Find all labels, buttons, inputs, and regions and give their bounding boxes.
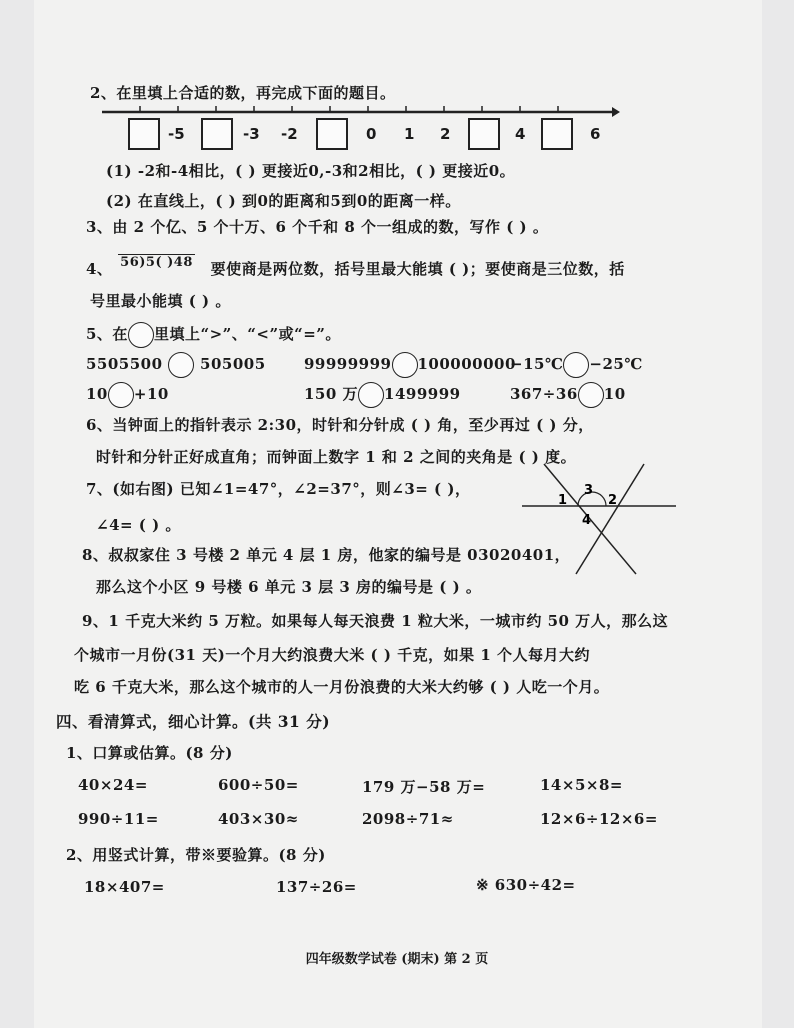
q4-line2: 号里最小能填 ( ) 。 [90, 292, 231, 310]
q4-number: 4、 [86, 260, 113, 278]
compare-circle[interactable] [578, 382, 604, 408]
mental-calc-item: 600÷50= [218, 776, 299, 794]
q2-title: 2、在里填上合适的数，再完成下面的题目。 [90, 84, 396, 102]
compare-right: 505005 [200, 355, 266, 373]
q2-sub2: (2) 在直线上，( ) 到0的距离和5到0的距离一样。 [106, 192, 461, 210]
tick-label: 2 [440, 125, 451, 143]
compare-left: 10 [86, 385, 108, 403]
q9-line3: 吃 6 千克大米，那么这个城市的人一月份浪费的大米大约够 ( ) 人吃一个月。 [74, 678, 610, 696]
q6-line1: 6、当钟面上的指针表示 2:30，时针和分针成 ( ) 角，至少再过 ( ) 分， [86, 416, 594, 434]
number-line-arrow [612, 107, 620, 117]
q5-item [86, 382, 169, 408]
q8-line1: 8、叔叔家住 3 号楼 2 单元 4 层 1 房，他家的编号是 03020401， [82, 546, 571, 564]
compare-circle[interactable] [563, 352, 589, 378]
section-4-title: 四、看清算式，细心计算。(共 31 分) [56, 712, 331, 731]
compare-right: −25℃ [589, 355, 643, 373]
division-expression: 56)5( )48 [120, 255, 193, 270]
q3-text: 3、由 2 个亿、5 个十万、6 个千和 8 个一组成的数，写作 ( ) 。 [86, 218, 549, 236]
section-4-part2-title: 2、用竖式计算，带※要验算。(8 分) [66, 846, 326, 864]
mental-calc-item: 2098÷71≈ [362, 810, 454, 828]
q9-line1: 9、1 千克大米约 5 万粒。如果每人每天浪费 1 粒大米，一城市约 50 万人，那么这 [82, 612, 669, 630]
number-line-box-1[interactable] [128, 118, 160, 150]
compare-left: −15℃ [510, 355, 564, 373]
mental-calc-item: 403×30≈ [218, 810, 299, 828]
tick-label: 0 [366, 125, 377, 143]
q9-line2: 个城市一月份(31 天)一个月大约浪费大米 ( ) 千克，如果 1 个人每月大约 [74, 646, 591, 664]
q4-text: 要使商是两位数，括号里最大能填 ( )；要使商是三位数，括 [210, 260, 625, 278]
number-line-box-5[interactable] [541, 118, 573, 150]
q5-title-pre: 5、在 [86, 325, 128, 343]
mental-calc-item: 14×5×8= [540, 776, 623, 794]
number-line-box-3[interactable] [316, 118, 348, 150]
vertical-calc-item: 137÷26= [276, 878, 357, 896]
angle-label-1: 1 [558, 493, 568, 508]
compare-circle[interactable] [392, 352, 418, 378]
angle-label-4: 4 [582, 513, 592, 528]
compare-left: 99999999 [304, 355, 392, 373]
compare-circle[interactable] [168, 352, 194, 378]
q4-line1 [86, 255, 625, 279]
q7-line2: ∠4= ( ) 。 [96, 516, 181, 534]
mental-calc-item: 12×6÷12×6= [540, 810, 658, 828]
compare-left: 150 万 [304, 385, 359, 403]
tick-label: -2 [281, 125, 298, 143]
q6-line2: 时针和分针正好成直角；而钟面上数字 1 和 2 之间的夹角是 ( ) 度。 [96, 448, 577, 466]
angle-label-2: 2 [608, 493, 618, 508]
compare-right: +10 [133, 385, 169, 403]
q5-item [510, 352, 643, 378]
mental-calc-item: 990÷11= [78, 810, 159, 828]
q5-title-post: 里填上“>”、“<”或“=”。 [153, 325, 341, 343]
section-4-part1-title: 1、口算或估算。(8 分) [66, 744, 233, 762]
q5-item [304, 352, 516, 378]
compare-circle[interactable] [108, 382, 134, 408]
compare-right: 100000000 [417, 355, 516, 373]
angle-label-3: 3 [584, 483, 594, 498]
q7-line1: 7、(如右图) 已知∠1=47°，∠2=37°，则∠3= ( )， [86, 480, 471, 498]
tick-label: 6 [590, 125, 601, 143]
compare-right: 10 [603, 385, 626, 403]
q5-item [86, 352, 266, 378]
q5-item [510, 382, 626, 408]
q2-sub1: (1) -2和-4相比，( ) 更接近0,-3和2相比，( ) 更接近0。 [106, 162, 516, 180]
compare-left: 367÷36 [510, 385, 578, 403]
compare-left: 5505500 [86, 355, 163, 373]
tick-label: -3 [243, 125, 260, 143]
tick-label: -5 [168, 125, 185, 143]
compare-circle[interactable] [358, 382, 384, 408]
page-footer: 四年级数学试卷 (期末) 第 2 页 [305, 952, 489, 967]
q5-item [304, 382, 461, 408]
compare-circle-icon [128, 322, 154, 348]
vertical-calc-item: 18×407= [84, 878, 165, 896]
q5-title [86, 322, 341, 348]
number-line-box-4[interactable] [468, 118, 500, 150]
vertical-calc-item: ※ 630÷42= [476, 876, 576, 894]
q8-line2: 那么这个小区 9 号楼 6 单元 3 层 3 房的编号是 ( ) 。 [96, 578, 482, 596]
compare-right: 1499999 [384, 385, 461, 403]
number-line-box-2[interactable] [201, 118, 233, 150]
mental-calc-item: 40×24= [78, 776, 148, 794]
mental-calc-item: 179 万−58 万= [362, 778, 486, 796]
tick-label: 1 [404, 125, 415, 143]
tick-label: 4 [515, 125, 526, 143]
